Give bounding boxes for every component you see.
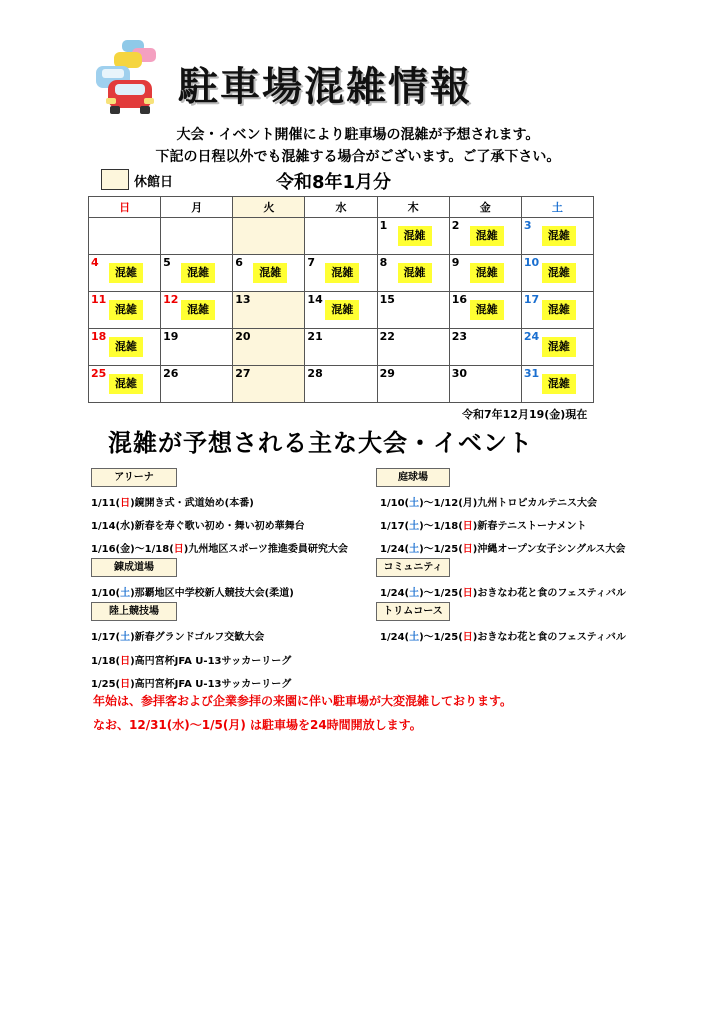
event-weekday-sat: 土 [409, 632, 420, 643]
calendar-day [521, 255, 593, 292]
venue-budo: 錬成道場 [91, 558, 177, 577]
busy-badge: 混雑 [542, 374, 576, 394]
busy-badge: 混雑 [470, 226, 504, 246]
day-number: 12 [163, 293, 179, 306]
calendar-month-title: 令和8年1月分 [276, 172, 392, 193]
legend-closed-swatch [101, 169, 129, 190]
calendar-day [377, 292, 449, 329]
event-text: )おきなわ花と食のフェスティバル [472, 632, 626, 643]
busy-badge: 混雑 [253, 263, 287, 283]
event-text: )おきなわ花と食のフェスティバル [472, 588, 626, 599]
event-weekday-sat: 土 [409, 544, 420, 555]
calendar-day-closed [233, 292, 305, 329]
footnote-new-year: 年始は、参拝客および企業参拝の来園に伴い駐車場が大変混雑しております。 [93, 694, 513, 708]
event-text: )那覇地区中学校新人競技大会(柔道) [130, 588, 294, 599]
events-section-title: 混雑が予想される主な大会・イベント [108, 429, 533, 457]
calendar-day [305, 255, 377, 292]
day-number: 19 [163, 330, 179, 343]
traffic-jam-icon [92, 38, 162, 118]
event-text: 1/25( [91, 679, 121, 690]
calendar-day [521, 218, 593, 255]
day-number: 24 [523, 330, 540, 343]
day-number: 8 [379, 256, 388, 269]
calendar-day [521, 366, 593, 403]
event-text: 1/17( [91, 632, 121, 643]
event-text: 1/18( [91, 656, 121, 667]
day-number: 10 [523, 256, 540, 269]
calendar-day [161, 329, 233, 366]
footnote-24h-open: なお、12/31(水)～1/5(月) は駐車場を24時間開放します。 [93, 718, 422, 732]
event-weekday-sat: 土 [409, 498, 420, 509]
calendar-day [449, 366, 521, 403]
venue-track: 陸上競技場 [91, 602, 177, 621]
day-number: 1 [379, 219, 388, 232]
weekday-wed: 水 [305, 197, 377, 218]
busy-badge: 混雑 [181, 300, 215, 320]
calendar-week-row [89, 218, 594, 255]
event-tennis-3 [380, 540, 625, 555]
event-text: 1/14(水)新春を寿ぐ歌い初め・舞い初め華舞台 [91, 521, 305, 532]
calendar-header-row [89, 197, 594, 218]
weekday-fri: 金 [449, 197, 521, 218]
day-number: 4 [91, 256, 99, 269]
page-title: 駐車場混雑情報 [178, 64, 472, 110]
busy-badge: 混雑 [109, 337, 143, 357]
day-number: 20 [235, 330, 251, 343]
day-number: 13 [235, 293, 251, 306]
calendar-day [377, 255, 449, 292]
event-budo-1 [91, 584, 294, 599]
event-text: )～1/18( [419, 521, 463, 532]
calendar-day [161, 292, 233, 329]
event-weekday-sat: 土 [120, 588, 131, 599]
calendar-day [449, 255, 521, 292]
day-number: 29 [379, 367, 395, 380]
event-weekday-sun: 日 [120, 679, 131, 690]
event-text: )高円宮杯JFA U-13サッカーリーグ [130, 656, 292, 667]
event-weekday-sat: 土 [409, 521, 420, 532]
event-text: )～1/25( [419, 544, 463, 555]
busy-badge: 混雑 [398, 263, 432, 283]
calendar-day [377, 366, 449, 403]
calendar-week-row [89, 329, 594, 366]
day-number: 15 [379, 293, 395, 306]
event-text: 1/17( [380, 521, 410, 532]
weekday-sun: 日 [89, 197, 161, 218]
day-number: 22 [379, 330, 395, 343]
busy-badge: 混雑 [542, 300, 576, 320]
calendar-day [305, 366, 377, 403]
weekday-thu: 木 [377, 197, 449, 218]
event-weekday-sun: 日 [120, 498, 131, 509]
event-text: 1/10( [380, 498, 410, 509]
venue-community: コミュニティ [376, 558, 450, 577]
day-number: 28 [307, 367, 323, 380]
calendar-day [449, 292, 521, 329]
busy-badge: 混雑 [109, 263, 143, 283]
calendar-day [89, 329, 161, 366]
event-text: )沖縄オープン女子シングルス大会 [472, 544, 626, 555]
day-number: 14 [307, 293, 323, 306]
busy-badge: 混雑 [109, 374, 143, 394]
day-number: 2 [451, 219, 460, 232]
calendar-day [161, 366, 233, 403]
as-of-date: 令和7年12月19(金)現在 [462, 408, 588, 421]
weekday-tue: 火 [233, 197, 305, 218]
day-number: 3 [523, 219, 532, 232]
event-text: 1/10( [91, 588, 121, 599]
calendar-day [89, 255, 161, 292]
event-text: )九州地区スポーツ推進委員研究大会 [183, 544, 348, 555]
event-text: )新春グランドゴルフ交歓大会 [130, 632, 265, 643]
day-number: 30 [451, 367, 468, 380]
day-number: 7 [307, 256, 316, 269]
event-weekday-sun: 日 [120, 656, 131, 667]
calendar-day [377, 329, 449, 366]
calendar-table [88, 196, 594, 403]
busy-badge: 混雑 [181, 263, 215, 283]
busy-badge: 混雑 [542, 263, 576, 283]
event-tennis-2 [380, 517, 587, 532]
calendar-day [89, 292, 161, 329]
calendar-day [449, 218, 521, 255]
day-number: 17 [523, 293, 540, 306]
day-number: 26 [163, 367, 179, 380]
calendar-day [305, 292, 377, 329]
calendar-week-row [89, 292, 594, 329]
event-weekday-sat: 土 [409, 588, 420, 599]
event-weekday-sun: 日 [462, 544, 473, 555]
busy-badge: 混雑 [325, 263, 359, 283]
busy-badge: 混雑 [398, 226, 432, 246]
event-track-1 [91, 628, 264, 643]
notice-line-2: 下記の日程以外でも混雑する場合がございます。ご了承下さい。 [155, 149, 561, 165]
event-arena-3 [91, 540, 348, 555]
day-number: 18 [91, 330, 107, 343]
event-track-2 [91, 652, 291, 667]
busy-badge: 混雑 [325, 300, 359, 320]
event-trim-1 [380, 628, 626, 643]
busy-badge: 混雑 [109, 300, 143, 320]
day-number: 23 [451, 330, 468, 343]
event-text: )～1/25( [419, 632, 463, 643]
calendar-day [449, 329, 521, 366]
calendar-cell-empty [233, 218, 305, 255]
busy-badge: 混雑 [542, 337, 576, 357]
calendar-day [377, 218, 449, 255]
event-weekday-sun: 日 [173, 544, 184, 555]
event-weekday-sun: 日 [462, 632, 473, 643]
calendar-day-closed [233, 329, 305, 366]
event-text: )～1/12(月)九州トロピカルテニス大会 [419, 498, 597, 509]
event-weekday-sun: 日 [462, 521, 473, 532]
event-text: )高円宮杯JFA U-13サッカーリーグ [130, 679, 292, 690]
weekday-mon: 月 [161, 197, 233, 218]
event-weekday-sun: 日 [462, 588, 473, 599]
calendar-cell-empty [305, 218, 377, 255]
day-number: 16 [451, 293, 468, 306]
day-number: 6 [235, 256, 243, 269]
calendar-day [161, 255, 233, 292]
calendar-week-row [89, 255, 594, 292]
busy-badge: 混雑 [542, 226, 576, 246]
calendar-day [233, 255, 305, 292]
busy-badge: 混雑 [470, 300, 504, 320]
event-text: 1/24( [380, 544, 410, 555]
calendar-day [89, 366, 161, 403]
day-number: 27 [235, 367, 251, 380]
calendar-day [521, 329, 593, 366]
event-arena-2 [91, 517, 305, 532]
day-number: 11 [91, 293, 107, 306]
event-arena-1 [91, 494, 254, 509]
day-number: 21 [307, 330, 323, 343]
day-number: 5 [163, 256, 171, 269]
event-weekday-sat: 土 [120, 632, 131, 643]
event-text: 1/24( [380, 588, 410, 599]
legend-closed-label: 休館日 [134, 175, 174, 190]
calendar-day [521, 292, 593, 329]
calendar-cell-empty [161, 218, 233, 255]
event-text: 1/16(金)～1/18( [91, 544, 174, 555]
venue-arena: アリーナ [91, 468, 177, 487]
calendar-day [305, 329, 377, 366]
busy-badge: 混雑 [470, 263, 504, 283]
day-number: 25 [91, 367, 107, 380]
calendar-cell-empty [89, 218, 161, 255]
event-text: 1/11( [91, 498, 121, 509]
event-track-3 [91, 675, 291, 690]
event-text: )新春テニストーナメント [472, 521, 587, 532]
day-number: 9 [451, 256, 460, 269]
day-number: 31 [523, 367, 540, 380]
weekday-sat: 土 [521, 197, 593, 218]
calendar-day-closed [233, 366, 305, 403]
event-tennis-1 [380, 494, 597, 509]
event-text: )～1/25( [419, 588, 463, 599]
event-text: 1/24( [380, 632, 410, 643]
venue-tennis: 庭球場 [376, 468, 450, 487]
event-text: )鏡開き式・武道始め(本番) [130, 498, 254, 509]
venue-trim: トリムコース [376, 602, 450, 621]
calendar-week-row [89, 366, 594, 403]
notice-line-1: 大会・イベント開催により駐車場の混雑が予想されます。 [176, 127, 540, 143]
event-community-1 [380, 584, 626, 599]
